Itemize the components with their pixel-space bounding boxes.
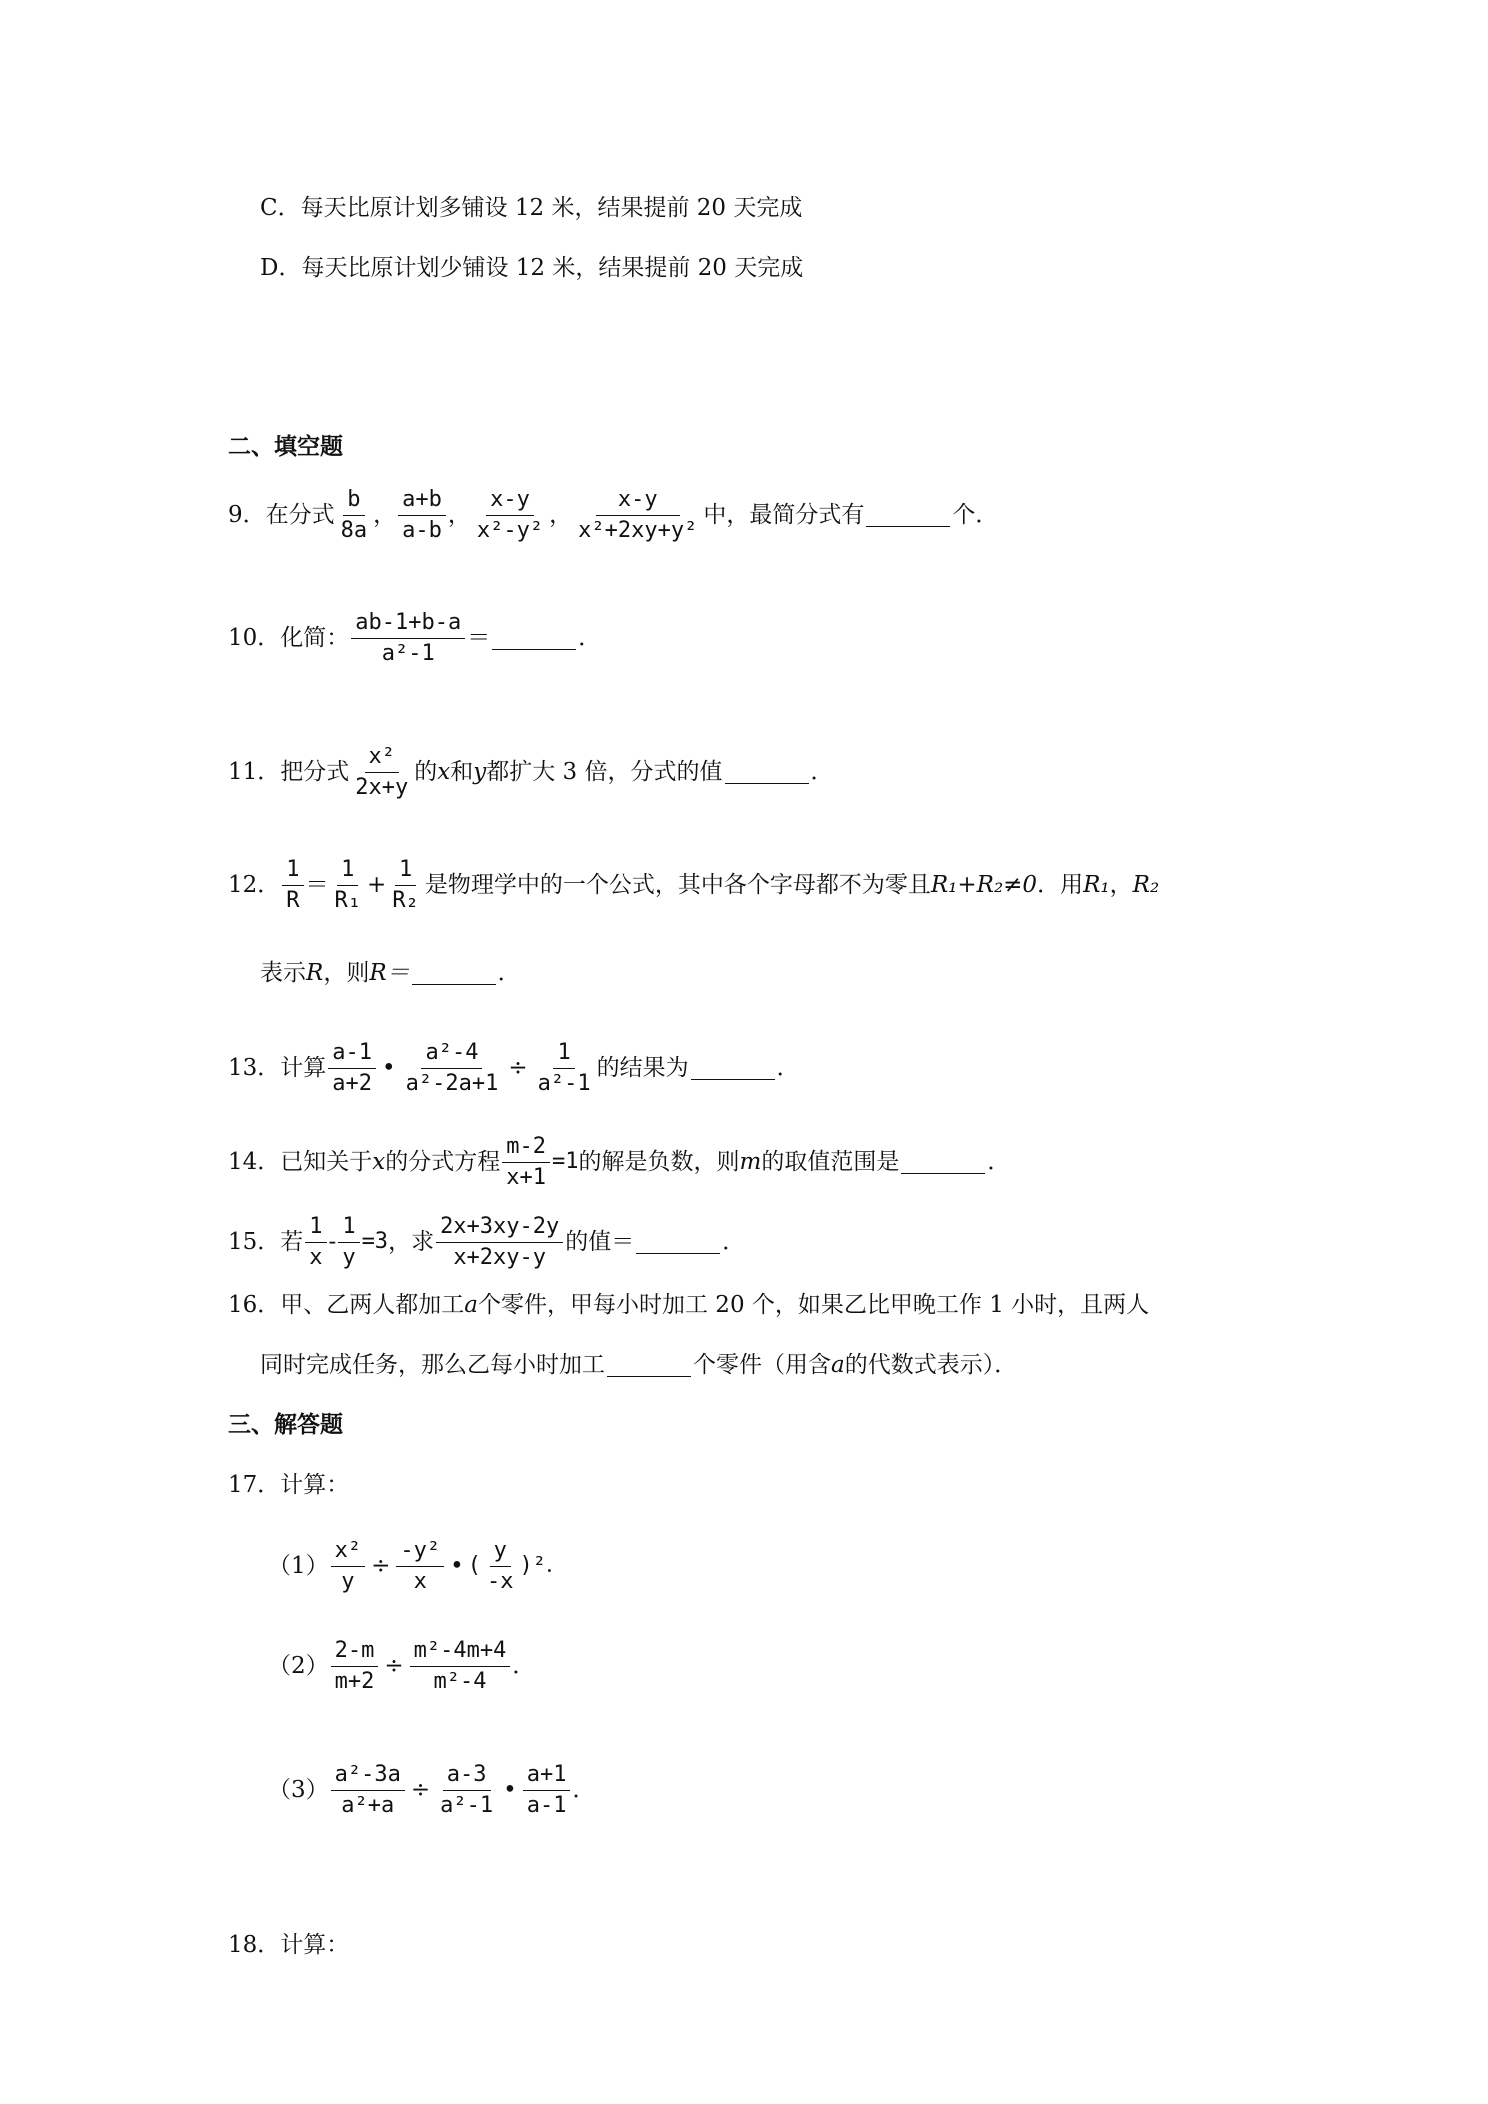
q13-prefix: 13．计算 xyxy=(228,1055,327,1081)
denominator: m²-4 xyxy=(433,1668,487,1694)
question-12-line2 xyxy=(260,958,521,988)
numerator: 1 xyxy=(337,857,358,886)
plus-sign: + xyxy=(367,872,387,898)
denominator: a²-1 xyxy=(440,1792,494,1818)
answer-blank xyxy=(607,1354,691,1377)
variable-y: y xyxy=(473,759,487,785)
answer-blank xyxy=(691,1057,775,1080)
numerator: 1 xyxy=(338,1214,359,1243)
numerator: -y² xyxy=(396,1538,444,1567)
q9-text: 中，最简分式有 xyxy=(703,502,865,528)
q14-text: 的分式方程 xyxy=(385,1149,501,1175)
question-11 xyxy=(228,743,834,800)
question-12 xyxy=(228,856,1160,913)
comma: ， xyxy=(1109,872,1133,898)
q9-prefix: 9．在分式 xyxy=(228,502,335,528)
fraction xyxy=(502,1134,550,1191)
question-15 xyxy=(228,1213,746,1270)
numerator: a+1 xyxy=(523,1762,571,1791)
numerator: x² xyxy=(331,1538,366,1567)
period: ． xyxy=(572,1777,596,1803)
q13-text: 的结果为 xyxy=(596,1055,689,1081)
question-17-part2 xyxy=(268,1637,536,1694)
fraction xyxy=(398,487,446,544)
variable-m: m xyxy=(739,1149,762,1175)
question-10 xyxy=(228,609,602,666)
denominator: x xyxy=(309,1244,323,1270)
q15-text: ，求 xyxy=(388,1229,435,1255)
fraction xyxy=(351,744,412,801)
numerator: x-y xyxy=(596,487,680,516)
denominator: a²+a xyxy=(341,1792,395,1818)
option-d: D．每天比原计划少铺设 12 米，结果提前 20 天完成 xyxy=(260,255,804,281)
q12-text: 表示 xyxy=(260,960,306,986)
numerator: 1 xyxy=(282,857,303,886)
q11-text: 的 xyxy=(414,759,438,785)
variable-a: a xyxy=(464,1292,478,1318)
question-9: 9．在分式 $\frac{b}{8a}$ ， $\frac{a+b}{a-b}$ ， $\frac{x-y}{\text{x²-y²}}$ ， $\frac{x-y}{\text{x²+2xy+y²}}$ 中，最简分式有 个． xyxy=(228,486,999,543)
divide-sign: ÷ xyxy=(508,1055,528,1081)
fraction xyxy=(338,1214,359,1271)
close-paren-squared: )²． xyxy=(519,1553,568,1578)
condition: R₁+R₂≠0 xyxy=(930,872,1038,898)
q11-text: 都扩大 3 倍，分式的值 xyxy=(486,759,723,785)
fraction xyxy=(337,487,372,544)
fraction xyxy=(483,1538,518,1595)
denominator: R₁ xyxy=(334,887,362,913)
numerator: 1 xyxy=(305,1214,326,1243)
multiply-dot: • xyxy=(450,1553,464,1579)
q12-text: ，则 xyxy=(323,960,370,986)
variable-r1: R₁ xyxy=(1083,872,1110,898)
denominator: x+2xy-y xyxy=(453,1244,547,1270)
denominator: y xyxy=(342,1244,356,1270)
denominator: a-1 xyxy=(526,1792,567,1818)
fraction xyxy=(396,1538,444,1595)
question-17-title: 17．计算： xyxy=(228,1472,350,1498)
numerator: ab-1+b-a xyxy=(351,610,465,639)
numerator: 2-m xyxy=(331,1638,379,1667)
fraction xyxy=(436,1762,497,1819)
fraction xyxy=(436,1214,563,1271)
denominator: R₂ xyxy=(392,887,419,913)
equals-three: =3 xyxy=(361,1229,389,1254)
denominator: y xyxy=(341,1568,355,1594)
q16-text: 个零件，甲每小时加工 20 个，如果乙比甲晚工作 1 小时，且两人 xyxy=(478,1292,1150,1318)
q9-suffix: 个． xyxy=(952,502,999,528)
denominator: R xyxy=(286,887,300,913)
q14-text: 的取值范围是 xyxy=(761,1149,900,1175)
denominator: x xyxy=(413,1568,427,1594)
q15-prefix: 15．若 xyxy=(228,1229,304,1255)
answer-blank xyxy=(866,504,950,527)
q11-prefix: 11．把分式 xyxy=(228,759,350,785)
numerator: a-3 xyxy=(443,1762,491,1791)
open-paren: ( xyxy=(467,1553,481,1578)
numerator: x² xyxy=(365,744,400,773)
equals-sign: ＝ xyxy=(467,625,491,651)
denominator: 2x+y xyxy=(355,774,409,800)
question-14 xyxy=(228,1133,1011,1190)
fraction xyxy=(331,1638,379,1695)
option-c: C．每天比原计划多铺设 12 米，结果提前 20 天完成 xyxy=(260,195,803,221)
part-label: （3） xyxy=(268,1777,329,1803)
denominator: -x xyxy=(487,1568,514,1594)
section-title-fill-in: 二、填空题 xyxy=(228,433,343,460)
equals-sign: ＝ xyxy=(305,872,329,898)
q16-text: 同时完成任务，那么乙每小时加工 xyxy=(260,1352,605,1378)
denominator: a-b xyxy=(402,517,442,543)
multiply-dot: • xyxy=(503,1777,517,1803)
equals-one: =1 xyxy=(552,1149,579,1174)
r-equals: R＝ xyxy=(369,960,410,986)
denominator: x+1 xyxy=(506,1164,547,1190)
q11-text: 和 xyxy=(450,759,474,785)
divide-sign: ÷ xyxy=(384,1653,404,1679)
fraction xyxy=(388,857,423,914)
q16-text: 的代数式表示）． xyxy=(844,1352,1018,1378)
q15-text: 的值＝ xyxy=(565,1229,635,1255)
variable-x: x xyxy=(437,759,451,785)
question-18-title: 18．计算： xyxy=(228,1932,350,1958)
question-16-line2 xyxy=(260,1350,1017,1380)
divide-sign: ÷ xyxy=(371,1553,391,1579)
fraction xyxy=(351,610,465,667)
question-13 xyxy=(228,1039,800,1096)
question-17-part3 xyxy=(268,1761,596,1818)
q11-suffix: ． xyxy=(810,759,834,785)
divide-sign: ÷ xyxy=(410,1777,431,1803)
numerator: a-1 xyxy=(328,1040,376,1069)
numerator: m²-4m+4 xyxy=(410,1638,511,1667)
period: ． xyxy=(512,1653,536,1679)
numerator: y xyxy=(490,1538,511,1567)
part-label: （2） xyxy=(268,1653,329,1679)
answer-blank xyxy=(901,1151,985,1174)
variable-x: x xyxy=(372,1149,386,1175)
q10-prefix: 10．化简： xyxy=(228,625,350,651)
answer-blank xyxy=(412,962,496,985)
fraction xyxy=(534,1040,595,1097)
variable-a: a xyxy=(831,1352,845,1378)
numerator: 1 xyxy=(553,1040,574,1069)
denominator: x²+2xy+y² xyxy=(578,517,698,543)
q13-suffix: ． xyxy=(776,1055,800,1081)
numerator: m-2 xyxy=(502,1134,550,1163)
fraction xyxy=(473,487,547,544)
variable-r: R xyxy=(306,960,324,986)
numerator: 1 xyxy=(395,857,416,886)
question-17-part1 xyxy=(268,1537,568,1594)
q12-suffix: ． xyxy=(497,960,521,986)
q10-suffix: ． xyxy=(578,625,602,651)
numerator: x-y xyxy=(486,487,534,516)
fraction xyxy=(305,1214,326,1271)
numerator: 2x+3xy-2y xyxy=(436,1214,563,1243)
fraction xyxy=(402,1040,503,1097)
q14-suffix: ． xyxy=(987,1149,1011,1175)
denominator: a²-1 xyxy=(537,1070,591,1096)
minus-sign: - xyxy=(328,1229,337,1255)
q16-text: 16．甲、乙两人都加工 xyxy=(228,1292,465,1318)
numerator: b xyxy=(343,487,364,516)
numerator: a²-4 xyxy=(421,1040,482,1069)
answer-blank xyxy=(492,627,576,650)
q14-prefix: 14．已知关于 xyxy=(228,1149,373,1175)
numerator: a²-3a xyxy=(331,1762,405,1791)
q12-text: 是物理学中的一个公式，其中各个字母都不为零且 xyxy=(424,872,931,898)
numerator: a+b xyxy=(398,487,446,516)
fraction xyxy=(328,1040,376,1097)
q12-text: ．用 xyxy=(1037,872,1084,898)
section-title-answer: 三、解答题 xyxy=(228,1411,343,1438)
fraction xyxy=(523,1762,571,1819)
denominator: m+2 xyxy=(334,1668,375,1694)
fraction xyxy=(574,487,701,544)
q16-text: 个零件（用含 xyxy=(693,1352,831,1378)
fraction xyxy=(282,857,303,914)
multiply-dot: • xyxy=(382,1055,396,1081)
denominator: a²-2a+1 xyxy=(405,1070,499,1096)
fraction xyxy=(331,1762,405,1819)
fraction xyxy=(331,857,366,914)
answer-blank xyxy=(725,761,809,784)
answer-blank xyxy=(636,1231,720,1254)
variable-r2: R₂ xyxy=(1132,872,1160,898)
q14-text: 的解是负数，则 xyxy=(578,1149,740,1175)
denominator: x²-y² xyxy=(476,517,544,543)
denominator: 8a xyxy=(340,517,368,543)
q15-suffix: ． xyxy=(722,1229,746,1255)
question-16 xyxy=(228,1290,1149,1320)
part-label: （1） xyxy=(268,1553,329,1579)
fraction xyxy=(410,1638,511,1695)
q12-prefix: 12． xyxy=(228,872,281,898)
fraction xyxy=(331,1538,366,1595)
denominator: a²-1 xyxy=(381,640,435,666)
denominator: a+2 xyxy=(332,1070,373,1096)
